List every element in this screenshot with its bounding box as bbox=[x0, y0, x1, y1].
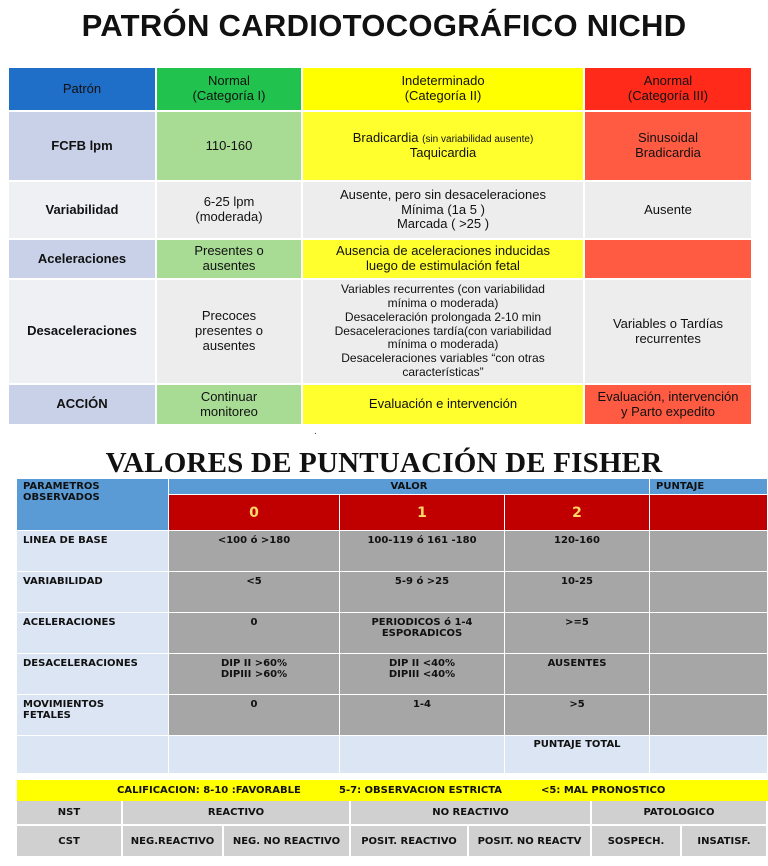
fisher-cell-v2: AUSENTES bbox=[505, 654, 650, 695]
desaceleraciones-normal bbox=[157, 280, 303, 385]
fisher-header-params-line2: OBSERVADOS bbox=[23, 492, 100, 503]
fcfb-indet-line2: Taquicardia bbox=[409, 145, 477, 160]
fisher-total-blank bbox=[340, 736, 505, 774]
cst-neg-reactivo: NEG.REACTIVO bbox=[123, 826, 224, 858]
fisher-cell-puntaje bbox=[650, 613, 768, 654]
variabilidad-indet-line2: Mínima (1a 5 ) bbox=[401, 201, 485, 217]
fisher-header-params-line1: PARAMETROS bbox=[23, 481, 100, 492]
fisher-cell-v0: DIP II >60% DIPIII >60% bbox=[169, 654, 340, 695]
cst-posit-no-reactv: POSIT. NO REACTV bbox=[469, 826, 592, 858]
fisher-cell-v2: 10-25 bbox=[505, 572, 650, 613]
fisher-row-label: VARIABILIDAD bbox=[17, 572, 169, 613]
variabilidad-normal bbox=[157, 182, 303, 240]
fisher-total-blank bbox=[17, 736, 169, 774]
fisher-total-value bbox=[650, 736, 768, 774]
desac-indet-line7: características” bbox=[402, 364, 484, 379]
aceleraciones-indet-line2: luego de estimulación fetal bbox=[366, 258, 520, 273]
desac-normal-line3: ausentes bbox=[202, 337, 256, 353]
desaceleraciones-anormal bbox=[585, 280, 753, 385]
fisher-row-label: DESACELERACIONES bbox=[17, 654, 169, 695]
nichd-title: PATRÓN CARDIOTOCOGRÁFICO NICHD bbox=[81, 8, 687, 43]
fcfb-indet-line1: Bradicardia bbox=[352, 130, 419, 146]
calificacion-favorable: CALIFICACION: 8-10 :FAVORABLE bbox=[117, 785, 301, 796]
nst-reactivo: REACTIVO bbox=[123, 801, 351, 826]
fcfb-anorm-line2: Bradicardia bbox=[635, 145, 701, 160]
fisher-table bbox=[17, 479, 768, 774]
desac-anorm-line2: recurrentes bbox=[635, 330, 701, 346]
header-indet-line1: Indeterminado bbox=[401, 73, 485, 89]
fisher-cell-v2: >5 bbox=[505, 695, 650, 736]
fcfb-indet-note: (sin variabilidad ausente) bbox=[422, 134, 534, 146]
accion-normal bbox=[157, 385, 303, 426]
aceleraciones-normal-line1: Presentes o bbox=[194, 243, 264, 259]
aceleraciones-anormal bbox=[585, 240, 753, 280]
row-label-fcfb: FCFB lpm bbox=[9, 112, 157, 182]
header-anormal bbox=[585, 68, 753, 112]
desac-normal-line2: presentes o bbox=[195, 323, 263, 339]
aceleraciones-indet-line1: Ausencia de aceleraciones inducidas bbox=[336, 243, 550, 259]
fisher-cell-v0: 0 bbox=[169, 695, 340, 736]
fisher-row-label: LINEA DE BASE bbox=[17, 531, 169, 572]
header-indeterminado bbox=[303, 68, 585, 112]
fisher-row-label: ACELERACIONES bbox=[17, 613, 169, 654]
fisher-header-valor: VALOR bbox=[169, 479, 650, 495]
accion-normal-line2: monitoreo bbox=[200, 403, 258, 419]
accion-anorm-line2: y Parto expedito bbox=[621, 403, 715, 419]
desac-indet-line6: Desaceleraciones variables “con otras bbox=[341, 351, 545, 366]
cst-label: CST bbox=[17, 826, 123, 858]
fisher-total-label: PUNTAJE TOTAL bbox=[505, 736, 650, 774]
nst-label: NST bbox=[17, 801, 123, 826]
nst-patologico: PATOLOGICO bbox=[592, 801, 768, 826]
fisher-cell-v1: 100-119 ó 161 -180 bbox=[340, 531, 505, 572]
variabilidad-indeterminado bbox=[303, 182, 585, 240]
header-anorm-line2: (Categoría III) bbox=[627, 88, 709, 103]
fisher-row-label: MOVIMIENTOS FETALES bbox=[17, 695, 169, 736]
fisher-total-blank bbox=[169, 736, 340, 774]
calificacion-observacion: 5-7: OBSERVACION ESTRICTA bbox=[339, 785, 503, 796]
variabilidad-normal-line2: (moderada) bbox=[195, 209, 263, 224]
fisher-header-puntaje: PUNTAJE bbox=[650, 479, 768, 495]
fisher-score-0: 0 bbox=[169, 495, 340, 531]
header-normal-line2: (Categoría I) bbox=[192, 88, 266, 103]
fisher-cell-puntaje bbox=[650, 572, 768, 613]
desac-indet-line3: Desaceleración prolongada 2-10 min bbox=[344, 309, 542, 324]
fisher-score-2: 2 bbox=[505, 495, 650, 531]
cst-insatisf: INSATISF. bbox=[682, 826, 768, 858]
fisher-cell-v2: 120-160 bbox=[505, 531, 650, 572]
header-normal-line1: Normal bbox=[208, 73, 250, 89]
fcfb-normal: 110-160 bbox=[157, 112, 303, 182]
cst-neg-no-reactivo: NEG. NO REACTIVO bbox=[224, 826, 351, 858]
desac-normal-line1: Precoces bbox=[201, 308, 257, 324]
nst-no-reactivo: NO REACTIVO bbox=[351, 801, 592, 826]
row-label-variabilidad: Variabilidad bbox=[9, 182, 157, 240]
cst-posit-reactivo: POSIT. REACTIVO bbox=[351, 826, 469, 858]
accion-anormal bbox=[585, 385, 753, 426]
calificacion-bar bbox=[17, 780, 768, 801]
desac-anorm-line1: Variables o Tardías bbox=[612, 315, 724, 331]
fisher-header-params bbox=[17, 479, 169, 531]
variabilidad-anormal: Ausente bbox=[585, 182, 753, 240]
row-label-aceleraciones: Aceleraciones bbox=[9, 240, 157, 280]
nst-cst-table bbox=[17, 801, 768, 858]
fisher-cell-puntaje bbox=[650, 654, 768, 695]
desac-indet-line4: Desaceleraciones tardía(con variabilidad bbox=[334, 323, 552, 338]
calificacion-mal-pronostico: <5: MAL PRONOSTICO bbox=[541, 785, 666, 796]
accion-normal-line1: Continuar bbox=[200, 388, 258, 404]
aceleraciones-normal-line2: ausentes bbox=[202, 258, 256, 273]
fisher-cell-v1: DIP II <40% DIPIII <40% bbox=[340, 654, 505, 695]
variabilidad-indet-line3: Marcada ( >25 ) bbox=[396, 216, 490, 232]
fcfb-anormal bbox=[585, 112, 753, 182]
cst-sospech: SOSPECH. bbox=[592, 826, 682, 858]
header-anorm-line1: Anormal bbox=[643, 73, 693, 89]
fisher-cell-v0: <100 ó >180 bbox=[169, 531, 340, 572]
fisher-cell-puntaje bbox=[650, 531, 768, 572]
fisher-cell-v1: 1-4 bbox=[340, 695, 505, 736]
fisher-cell-v0: 0 bbox=[169, 613, 340, 654]
variabilidad-normal-line1: 6-25 lpm bbox=[203, 194, 255, 210]
accion-indeterminado: Evaluación e intervención bbox=[303, 385, 585, 426]
fisher-title: VALORES DE PUNTUACIÓN DE FISHER bbox=[105, 447, 663, 479]
nichd-table bbox=[9, 68, 753, 426]
fisher-score-1: 1 bbox=[340, 495, 505, 531]
desaceleraciones-indeterminado bbox=[303, 280, 585, 385]
fisher-cell-v1: 5-9 ó >25 bbox=[340, 572, 505, 613]
accion-anorm-line1: Evaluación, intervención bbox=[597, 388, 739, 404]
fisher-score-blank bbox=[650, 495, 768, 531]
desac-indet-line5: mínima o moderada) bbox=[387, 337, 499, 352]
fcfb-anorm-line1: Sinusoidal bbox=[637, 130, 698, 146]
header-normal bbox=[157, 68, 303, 112]
header-patron: Patrón bbox=[9, 68, 157, 112]
fisher-cell-v2: >=5 bbox=[505, 613, 650, 654]
fisher-cell-v0: <5 bbox=[169, 572, 340, 613]
fisher-cell-puntaje bbox=[650, 695, 768, 736]
fisher-cell-v1: PERIODICOS ó 1-4 ESPORADICOS bbox=[340, 613, 505, 654]
stray-mark: . bbox=[314, 426, 317, 437]
aceleraciones-indeterminado bbox=[303, 240, 585, 280]
variabilidad-indet-line1: Ausente, pero sin desaceleraciones bbox=[340, 186, 546, 202]
desac-indet-line2: mínima o moderada) bbox=[387, 296, 499, 310]
row-label-desaceleraciones: Desaceleraciones bbox=[9, 280, 157, 385]
aceleraciones-normal bbox=[157, 240, 303, 280]
row-label-accion: ACCIÓN bbox=[9, 385, 157, 426]
header-indet-line2: (Categoría II) bbox=[404, 88, 482, 103]
desac-indet-line1: Variables recurrentes (con variabilidad bbox=[341, 282, 545, 297]
fcfb-indeterminado bbox=[303, 112, 585, 182]
